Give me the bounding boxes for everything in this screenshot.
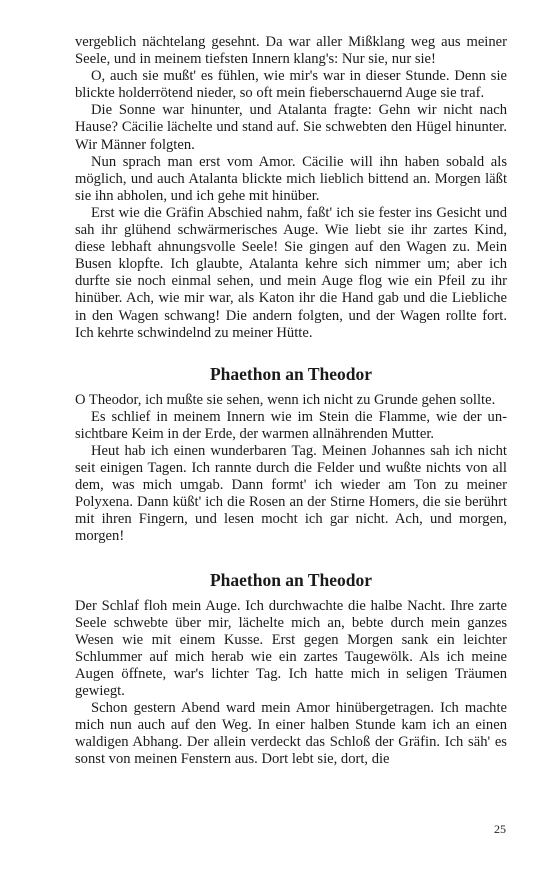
section-continuation bbox=[75, 34, 507, 342]
letter-heading: Phaethon an Theodor bbox=[209, 363, 373, 384]
paragraph: Nun sprach man erst vom Amor. Cäcilie will ihn haben sobald als möglich, und auch Atalanta blickte mich lieblich bittend an. Morgen läßt sie ihn abholen, und ich gehe mit hinüber. bbox=[75, 153, 507, 204]
paragraph: Erst wie die Gräfin Abschied nahm, faßt' ich sie fester ins Gesicht und sah ihr glühend schwärmerisches Auge. Wie liebt sie ihr zartes Kind, diese lebhaft ahnungsvolle Seele! Sie gingen auf den Wagen zu. Mein Busen klopfte. Ich glaubte, Atalanta kehre sich nimmer um; aber ich durfte sie noch einmal sehen, und mein Auge flog wie ein Pfeil zu ihr hinüber. Ach, wie mir war, als Katon ihr die Hand gab und die Liebliche in den Wagen schwang! Die andern folgten, und der Wagen rollte fort. Ich kehrte schwindelnd zu meiner Hütte. bbox=[75, 204, 507, 341]
paragraph: Die Sonne war hinunter, und Atalanta fragte: Gehn wir nicht nach Hause? Cäcilie lächelte und stand auf. Sie schwebten den Hügel hinunter. Wir Männer folgten. bbox=[75, 102, 507, 153]
paragraph: vergeblich nächtelang gesehnt. Da war aller Mißklang weg aus meiner Seele, und in meinem tiefsten Innern klang's: Nur sie, nur sie! bbox=[75, 34, 507, 68]
paragraph: O Theodor, ich mußte sie sehen, wenn ich nicht zu Grunde gehen sollte. bbox=[75, 391, 496, 408]
letter-heading: Phaethon an Theodor bbox=[209, 569, 373, 590]
letter-section bbox=[75, 570, 507, 769]
paragraph: Schon gestern Abend ward mein Amor hinübergetragen. Ich machte mich nun auch auf den Weg. In einer halben Stunde kam ich an einen waldigen Abhang. Der allein verdeckt das Schloß der Gräfin. Ich säh' es sonst von meinen Fenstern aus. Dort lebt sie, dort, die bbox=[75, 700, 507, 768]
paragraph: Heut hab ich einen wunderbaren Tag. Meinen Johannes sah ich nicht seit einigen Tagen. Ich rannte durch die Felder und wußte nichts von all dem, was mich umgab. Dann formt' ich wieder am Ton zu meiner Polyxena. Dann küßt' ich die Rosen an der Stirne Homers, die sie berührt mit ihren Fingern, und lesen mocht ich gar nicht. Ach, und morgen, morgen! bbox=[75, 442, 507, 545]
page-number: 25 bbox=[494, 822, 506, 836]
paragraph: Es schlief in meinem Innern wie im Stein die Flamme, wie der unsichtbare Keim in der Erde, der warmen allnährenden Mutter. bbox=[75, 408, 507, 442]
paragraph: O, auch sie mußt' es fühlen, wie mir's war in dieser Stunde. Denn sie blickte holderrötend nieder, so oft mein fieberschauernd Auge sie traf. bbox=[75, 68, 507, 102]
book-page-body bbox=[75, 34, 507, 768]
letter-section bbox=[75, 364, 507, 546]
paragraph: Der Schlaf floh mein Auge. Ich durchwachte die halbe Nacht. Ihre zarte Seele schwebte über mir, lächelte mich an, bebte durch mein ganzes Wesen wie mit einem Kusse. Erst gegen Morgen sank ein leichter Schlummer auf mich herab wie ein zartes Taugewölk. Als ich meine Augen öffnete, war's lichter Tag. Ich hatte mich in seligen Träumen gewiegt. bbox=[75, 597, 507, 699]
